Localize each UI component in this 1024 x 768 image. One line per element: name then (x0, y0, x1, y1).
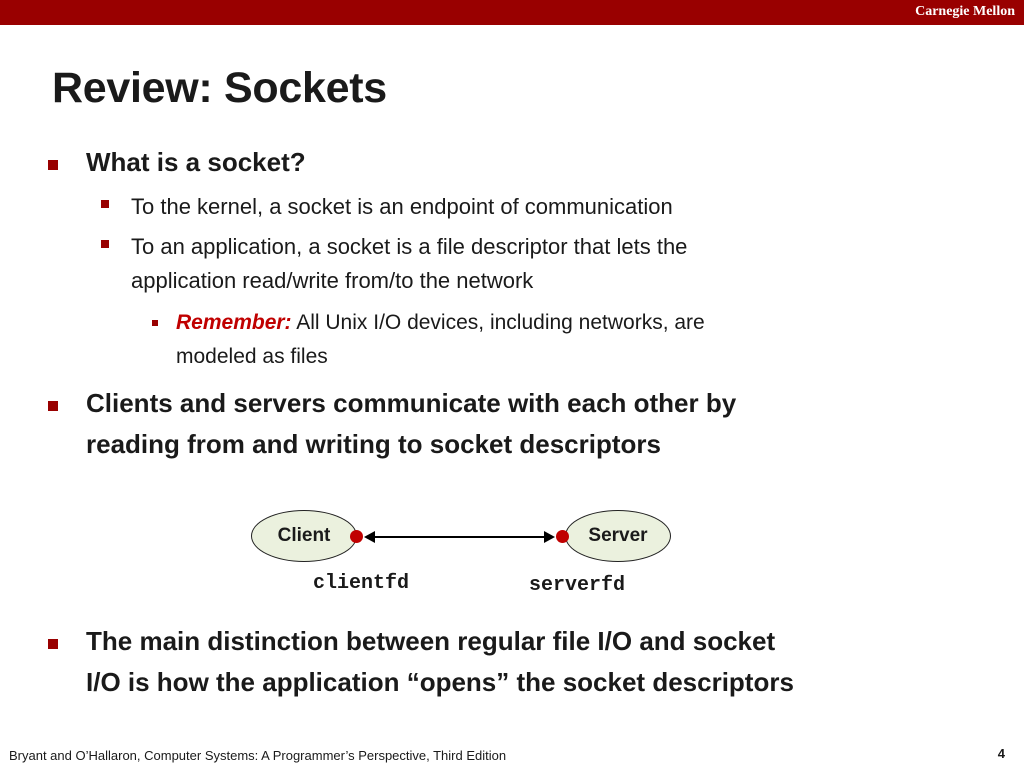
client-node (251, 510, 357, 562)
brand-label: Carnegie Mellon (915, 4, 1015, 19)
bullet-3-line-1: The main distinction between regular file I/O and socket (86, 626, 776, 656)
serverfd-label: serverfd (529, 574, 626, 597)
bullet-square-icon (48, 639, 58, 649)
remember-emphasis: Remember: (176, 311, 292, 334)
arrow-head-left-icon (364, 531, 375, 543)
bullet-2-line-2: reading from and writing to socket descriptors (86, 429, 661, 459)
remember-text: All Unix I/O devices, including networks, are (291, 311, 705, 334)
sub-sub-bullet-line-1 (176, 306, 705, 340)
sub-sub-bullet-square-icon (152, 320, 158, 326)
bullet-2-line-1: Clients and servers communicate with each other by (86, 388, 737, 418)
sub-bullet-1-1-text: To the kernel, a socket is an endpoint of communication (131, 194, 673, 219)
client-label: Client (277, 525, 331, 546)
bullet-square-icon (48, 160, 58, 170)
sub-sub-bullet-line-2: modeled as files (176, 345, 328, 368)
connection-arrow (369, 536, 550, 538)
arrow-head-right-icon (544, 531, 555, 543)
client-endpoint-dot (350, 530, 363, 543)
clientfd-label: clientfd (313, 572, 410, 595)
slide-title: Review: Sockets (52, 64, 387, 112)
footer-citation: Bryant and O’Hallaron, Computer Systems: A Programmer’s Perspective, Third Edition (9, 748, 507, 763)
server-node (565, 510, 671, 562)
server-endpoint-dot (556, 530, 569, 543)
sub-bullet-square-icon (101, 240, 109, 248)
bullet-3-line-2: I/O is how the application “opens” the socket descriptors (86, 667, 794, 697)
sub-bullet-1-2-line-1: To an application, a socket is a file descriptor that lets the (131, 234, 688, 259)
header-bar (0, 0, 1024, 25)
sub-bullet-square-icon (101, 200, 109, 208)
bullet-1-text: What is a socket? (86, 147, 306, 177)
server-label: Server (588, 525, 648, 546)
socket-diagram (240, 500, 700, 610)
sub-bullet-1-2-line-2: application read/write from/to the network (131, 268, 534, 293)
page-number: 4 (997, 746, 1005, 761)
bullet-square-icon (48, 401, 58, 411)
